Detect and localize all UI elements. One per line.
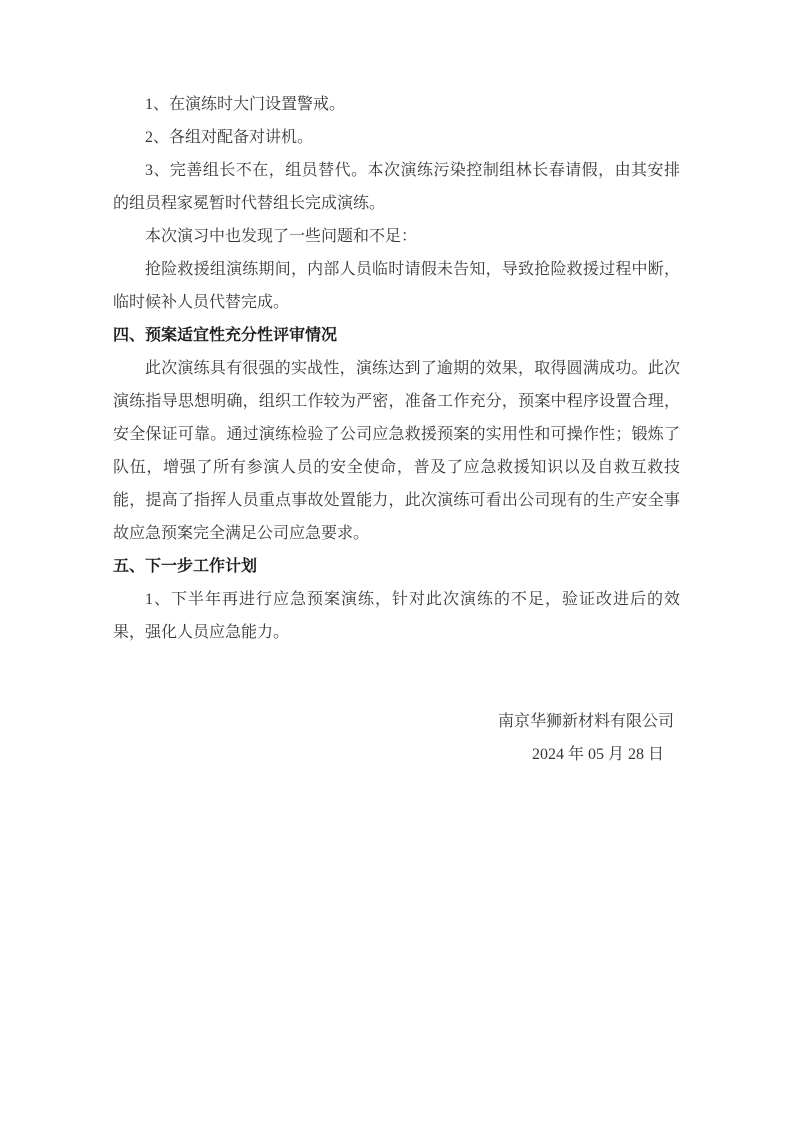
paragraph-review: 此次演练具有很强的实战性，演练达到了逾期的效果，取得圆满成功。此次演练指导思想明确，组织工作较为严密，准备工作充分，预案中程序设置合理，安全保证可靠。通过演练检验了公司应急救援预案的实用性和可操作性；锻炼了队伍，增强了所有参演人员的安全使命，普及了应急救援知识以及自救互救技能，提高了指挥人员重点事故处置能力，此次演练可看出公司现有的生产安全事故应急预案完全满足公司应急要求。: [113, 360, 680, 542]
document-body: [113, 88, 680, 771]
paragraph-problems-intro: 本次演习中也发现了一些问题和不足：: [145, 228, 418, 245]
section-heading-5: 五、下一步工作计划: [113, 558, 258, 575]
list-item-1: 1、在演练时大门设置警戒。: [145, 96, 346, 113]
paragraph-problems-detail: 抢险救援组演练期间，内部人员临时请假未告知，导致抢险救援过程中断，临时候补人员代替完成。: [113, 261, 680, 311]
signature-date: 2024 年 05 月 28 日: [531, 746, 664, 763]
paragraph-next-plan: 1、下半年再进行应急预案演练，针对此次演练的不足，验证改进后的效果，强化人员应急能力。: [113, 591, 680, 641]
list-item-2: 2、各组对配备对讲机。: [145, 129, 314, 146]
list-item-3: 3、完善组长不在，组员替代。本次演练污染控制组林长春请假，由其安排的组员程家冕暂时代替组长完成演练。: [113, 162, 680, 212]
section-heading-4: 四、预案适宜性充分性评审情况: [113, 327, 338, 344]
signature-company: 南京华狮新材料有限公司: [497, 713, 674, 730]
